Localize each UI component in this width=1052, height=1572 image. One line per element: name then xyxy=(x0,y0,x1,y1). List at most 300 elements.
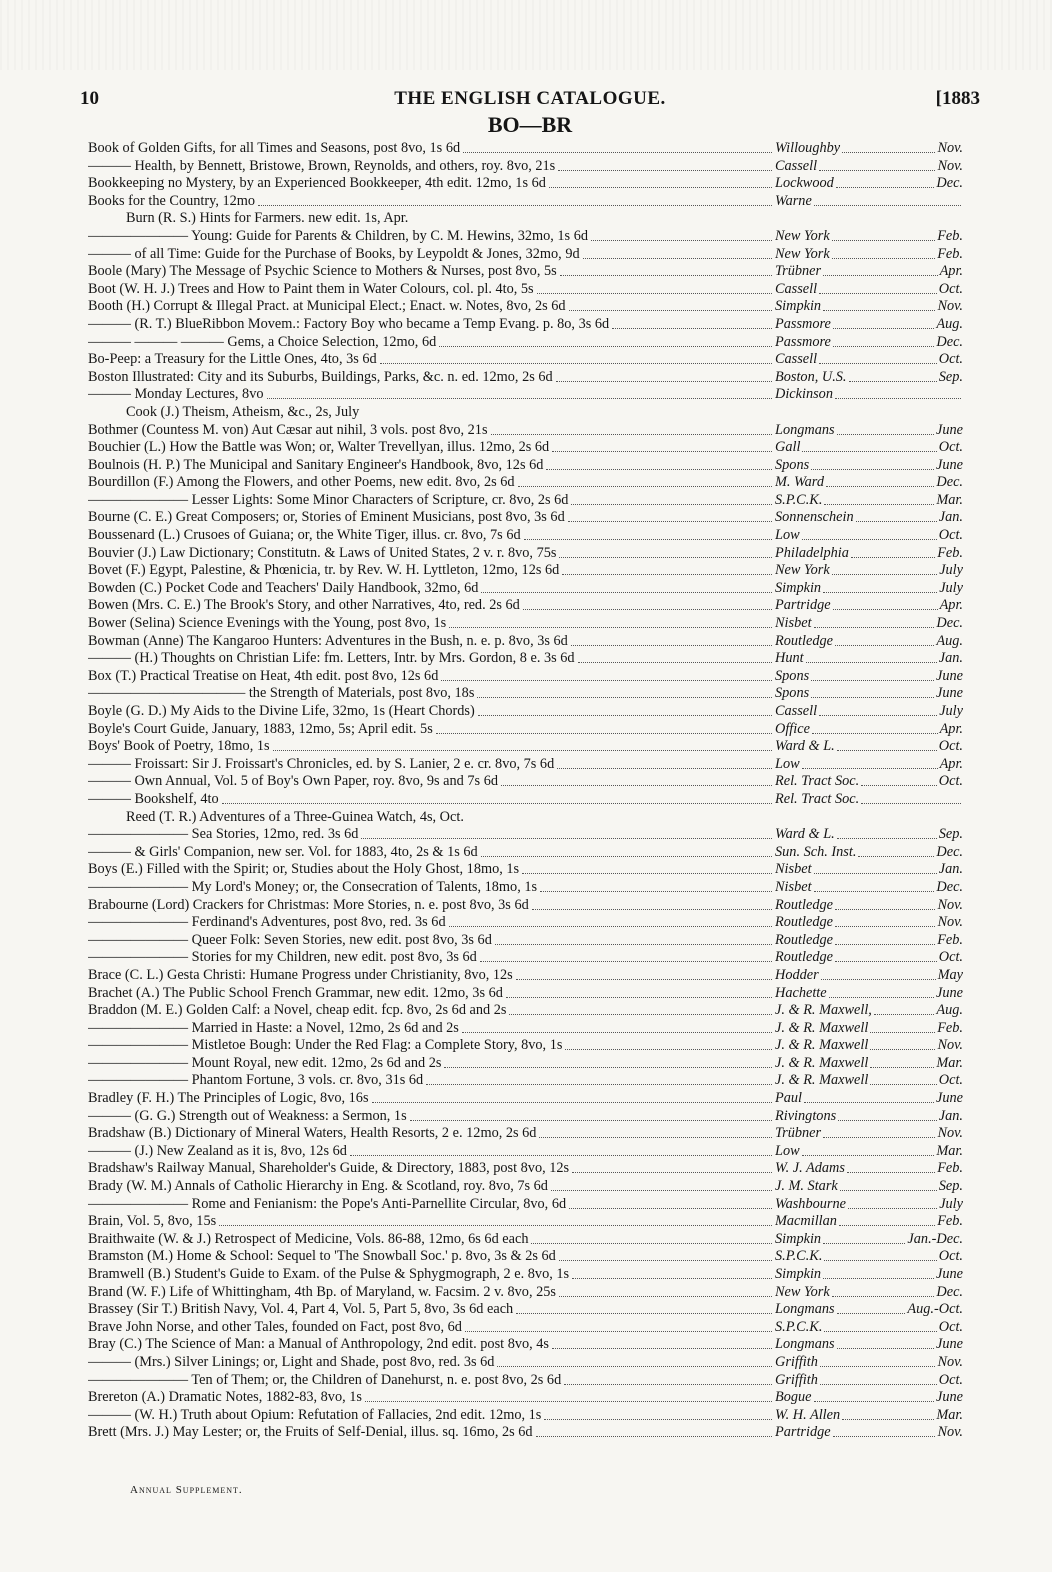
catalogue-entry xyxy=(88,1178,963,1196)
catalogue-entry xyxy=(88,791,963,809)
entry-month: Sep. xyxy=(938,368,963,385)
catalogue-entry xyxy=(88,809,963,827)
entry-publisher: Trübner xyxy=(775,263,822,280)
entry-publisher-cell xyxy=(775,668,963,686)
catalogue-entry xyxy=(88,1336,963,1354)
leader-dots xyxy=(847,1160,935,1173)
catalogue-entry xyxy=(88,1072,963,1090)
leader-dots xyxy=(802,1143,935,1156)
catalogue-entry xyxy=(88,650,963,668)
leader-dots xyxy=(838,1108,937,1121)
entry-publisher-cell xyxy=(775,281,963,299)
leader-dots xyxy=(569,1196,772,1209)
leader-dots xyxy=(481,844,772,857)
entry-month: Nov. xyxy=(937,1037,963,1054)
entry-title: ——————— Ten of Them; or, the Children of Danehurst, n. e. post 8vo, 2s 6d xyxy=(88,1371,562,1388)
entry-month: Aug. xyxy=(936,315,963,332)
entry-publisher-cell xyxy=(775,1055,963,1073)
leader-dots xyxy=(449,615,772,628)
leader-dots xyxy=(804,1090,934,1103)
entry-publisher-cell xyxy=(775,263,963,281)
entry-publisher: Low xyxy=(775,527,800,544)
entry-month: July xyxy=(939,1195,963,1212)
leader-dots xyxy=(463,140,772,153)
entry-month: Nov. xyxy=(937,1424,963,1441)
entry-publisher: Routledge xyxy=(775,914,833,931)
entry-title: Boulnois (H. P.) The Municipal and Sanitary Engineer's Handbook, 8vo, 12s 6d xyxy=(88,456,544,473)
entry-title: Bouvier (J.) Law Dictionary; Constitutn. & Laws of United States, 2 v. r. 8vo, 75s xyxy=(88,544,557,561)
entry-publisher-cell xyxy=(775,1160,963,1178)
entry-month: Dec. xyxy=(936,1283,963,1300)
entry-month: Aug. xyxy=(936,1002,963,1019)
entry-publisher: Warne xyxy=(775,192,812,209)
leader-dots xyxy=(849,369,937,382)
leader-dots xyxy=(544,1407,772,1420)
catalogue-entry xyxy=(88,193,963,211)
leader-dots xyxy=(870,1020,935,1033)
leader-dots xyxy=(612,316,772,329)
leader-dots xyxy=(848,1196,937,1209)
leader-dots xyxy=(591,228,772,241)
entry-title: Boston Illustrated: City and its Suburbs, Buildings, Parks, &c. n. ed. 12mo, 2s 6d xyxy=(88,368,553,385)
catalogue-entry xyxy=(88,1090,963,1108)
entry-publisher: J. & R. Maxwell, xyxy=(775,1002,872,1019)
leader-dots xyxy=(832,228,935,241)
entry-publisher-cell xyxy=(775,580,963,598)
entry-publisher: Trübner xyxy=(775,1125,822,1142)
leader-dots xyxy=(552,439,772,452)
leader-dots xyxy=(835,386,961,399)
entry-month: Oct. xyxy=(938,439,963,456)
entry-publisher-cell xyxy=(775,193,963,211)
leader-dots xyxy=(569,298,772,311)
entry-publisher-cell xyxy=(775,1196,963,1214)
leader-dots xyxy=(465,1319,772,1332)
catalogue-entry xyxy=(88,281,963,299)
leader-dots xyxy=(568,509,772,522)
leader-dots xyxy=(829,985,934,998)
entry-publisher-cell xyxy=(775,228,963,246)
entry-month: June xyxy=(936,1090,963,1107)
leader-dots xyxy=(372,1090,772,1103)
catalogue-entry xyxy=(88,263,963,281)
entry-title: Books for the Country, 12mo xyxy=(88,192,256,209)
year-label: [1883 xyxy=(935,88,980,109)
entry-publisher-cell xyxy=(775,492,963,510)
leader-dots xyxy=(802,756,938,769)
catalogue-entry xyxy=(88,1020,963,1038)
entry-month: Dec. xyxy=(936,175,963,192)
scan-noise xyxy=(0,0,1052,70)
entry-month: Dec. xyxy=(936,474,963,491)
entry-publisher-cell xyxy=(775,1319,963,1337)
entry-title: Bowden (C.) Pocket Code and Teachers' Daily Handbook, 32mo, 6d xyxy=(88,579,479,596)
entry-month: Jan. xyxy=(938,650,963,667)
entry-publisher-cell xyxy=(775,633,963,651)
leader-dots xyxy=(832,246,935,259)
entry-publisher-cell xyxy=(775,1213,963,1231)
entry-month: Dec. xyxy=(936,615,963,632)
leader-dots xyxy=(572,1266,772,1279)
catalogue-entry xyxy=(88,562,963,580)
leader-dots xyxy=(523,597,772,610)
entry-title: ——— (Mrs.) Silver Linings; or, Light and Shade, post 8vo, red. 3s 6d xyxy=(88,1353,495,1370)
catalogue-entry xyxy=(88,703,963,721)
entry-title: Braithwaite (W. & J.) Retrospect of Medicine, Vols. 86-88, 12mo, 6s 6d each xyxy=(88,1230,529,1247)
leader-dots xyxy=(819,158,935,171)
leader-dots xyxy=(540,879,772,892)
entry-month: Feb. xyxy=(937,227,963,244)
catalogue-entry xyxy=(88,967,963,985)
leader-dots xyxy=(811,668,934,681)
entry-publisher: Nisbet xyxy=(775,878,812,895)
entry-title: Brereton (A.) Dramatic Notes, 1882-83, 8vo, 1s xyxy=(88,1389,362,1406)
entry-title: ——————— Ferdinand's Adventures, post 8vo, red. 3s 6d xyxy=(88,914,446,931)
entry-publisher: Simpkin xyxy=(775,1266,822,1282)
leader-dots xyxy=(572,1160,772,1173)
entry-publisher-cell xyxy=(775,1002,963,1020)
entry-publisher-cell xyxy=(775,773,963,791)
entry-publisher-cell xyxy=(775,703,963,721)
entry-month: June xyxy=(936,1336,963,1353)
catalogue-entry xyxy=(88,316,963,334)
entry-title: ——— (G. G.) Strength out of Weakness: a Sermon, 1s xyxy=(88,1107,407,1124)
catalogue-entry xyxy=(88,1125,963,1143)
catalogue-entry xyxy=(88,474,963,492)
leader-dots xyxy=(426,1072,772,1085)
entry-title: Bowman (Anne) The Kangaroo Hunters: Adventures in the Bush, n. e. p. 8vo, 3s 6d xyxy=(88,632,568,649)
entry-month: July xyxy=(939,703,963,719)
entry-title: Bradshaw (B.) Dictionary of Mineral Waters, Health Resorts, 2 e. 12mo, 2s 6d xyxy=(88,1125,537,1142)
entry-publisher-cell xyxy=(775,597,963,615)
catalogue-entry xyxy=(88,1160,963,1178)
leader-dots xyxy=(811,685,934,698)
entry-title: Boyle (G. D.) My Aids to the Divine Life, 32mo, 1s (Heart Chords) xyxy=(88,703,475,719)
entry-publisher-cell xyxy=(775,932,963,950)
entry-title: Bradshaw's Railway Manual, Shareholder's Guide, & Directory, 1883, post 8vo, 12s xyxy=(88,1160,570,1177)
entry-publisher-cell xyxy=(775,738,963,756)
entry-title: ——— (H.) Thoughts on Christian Life: fm. Letters, Intr. by Mrs. Gordon, 8 e. 3s 6d xyxy=(88,650,575,667)
leader-dots xyxy=(823,580,937,593)
leader-dots xyxy=(842,1407,934,1420)
leader-dots xyxy=(439,334,772,347)
leader-dots xyxy=(835,633,934,646)
entry-month: Oct. xyxy=(938,1072,963,1089)
catalogue-entry xyxy=(88,773,963,791)
catalogue-entry xyxy=(88,580,963,598)
catalogue-entry xyxy=(88,404,963,422)
entry-title: ——— Bookshelf, 4to xyxy=(88,790,219,807)
entry-publisher-cell xyxy=(775,844,963,862)
leader-dots xyxy=(478,703,772,716)
leader-dots xyxy=(583,246,772,259)
catalogue-entry xyxy=(88,1301,963,1319)
entry-title: ——— of all Time: Guide for the Purchase of Books, by Leypoldt & Jones, 32mo, 9d xyxy=(88,245,580,262)
entry-publisher-cell xyxy=(775,1266,963,1284)
leader-dots xyxy=(861,791,961,804)
entry-publisher-cell xyxy=(775,1231,963,1249)
leader-dots xyxy=(874,1002,935,1015)
entry-publisher: Cassell xyxy=(775,703,818,719)
leader-dots xyxy=(837,1336,934,1349)
catalogue-entry xyxy=(88,1213,963,1231)
leader-dots xyxy=(833,597,938,610)
entry-title: Bourdillon (F.) Among the Flowers, and other Poems, new edit. 8vo, 2s 6d xyxy=(88,474,515,491)
entry-publisher: Partridge xyxy=(775,1424,831,1441)
catalogue-entry xyxy=(88,527,963,545)
leader-dots xyxy=(819,703,937,716)
leader-dots xyxy=(219,1213,772,1226)
leader-dots xyxy=(565,1037,772,1050)
leader-dots xyxy=(837,826,937,839)
entry-publisher: Ward & L. xyxy=(775,826,835,843)
entry-month: July xyxy=(939,579,963,596)
entry-publisher: Sonnenschein xyxy=(775,509,854,526)
entry-publisher: Rivingtons xyxy=(775,1107,837,1124)
catalogue-entry xyxy=(88,949,963,967)
entry-publisher-cell xyxy=(775,316,963,334)
leader-dots xyxy=(571,633,772,646)
leader-dots xyxy=(814,861,937,874)
catalogue-entry xyxy=(88,246,963,264)
entry-publisher: S.P.C.K. xyxy=(775,1248,823,1265)
entry-publisher: Office xyxy=(775,720,810,737)
entry-title: Boyle's Court Guide, January, 1883, 12mo, 5s; April edit. 5s xyxy=(88,720,433,737)
entry-publisher-cell xyxy=(775,158,963,176)
entry-month: June xyxy=(936,1389,963,1406)
catalogue-entry xyxy=(88,1231,963,1249)
catalogue-entry xyxy=(88,422,963,440)
entry-publisher-cell xyxy=(775,1037,963,1055)
section-heading: BO—BR xyxy=(487,112,573,137)
entry-publisher: Boston, U.S. xyxy=(775,368,847,385)
leader-dots xyxy=(273,738,772,751)
entry-publisher-cell xyxy=(775,351,963,369)
entry-month: Dec. xyxy=(936,878,963,895)
entry-publisher: Cassell xyxy=(775,351,818,368)
leader-dots xyxy=(851,545,935,558)
entry-title: Bourne (C. E.) Great Composers; or, Stories of Eminent Musicians, post 8vo, 3s 6d xyxy=(88,509,565,526)
leader-dots xyxy=(861,773,937,786)
entry-month: Oct. xyxy=(938,351,963,368)
entry-month: Apr. xyxy=(939,263,963,280)
entry-publisher: W. H. Allen xyxy=(775,1406,841,1423)
entry-publisher-cell xyxy=(775,967,963,985)
entry-month: Aug.-Oct. xyxy=(907,1301,963,1318)
leader-dots xyxy=(821,967,936,980)
leader-dots xyxy=(820,1354,936,1367)
catalogue-entry xyxy=(88,492,963,510)
entry-publisher: Passmore xyxy=(775,315,831,332)
entry-month: June xyxy=(936,1266,963,1282)
entry-publisher: Willoughby xyxy=(775,140,841,156)
entry-publisher: Longmans xyxy=(775,421,835,438)
entry-month: Oct. xyxy=(938,773,963,790)
leader-dots xyxy=(524,527,772,540)
entry-publisher: Low xyxy=(775,755,800,772)
entry-month: Oct. xyxy=(938,1371,963,1388)
entry-publisher: Routledge xyxy=(775,896,833,913)
entry-month: Nov. xyxy=(937,1125,963,1142)
entry-publisher-cell xyxy=(775,1389,963,1407)
entry-publisher: Nisbet xyxy=(775,861,812,878)
entry-title: Brassey (Sir T.) British Navy, Vol. 4, Part 4, Vol. 5, Part 5, 8vo, 3s 6d each xyxy=(88,1301,514,1318)
entry-publisher: Routledge xyxy=(775,949,833,966)
entry-title: ——— Own Annual, Vol. 5 of Boy's Own Paper, roy. 8vo, 9s and 7s 6d xyxy=(88,773,498,790)
entry-title: Bothmer (Countess M. von) Aut Cæsar aut nihil, 3 vols. post 8vo, 21s xyxy=(88,421,488,438)
leader-dots xyxy=(480,949,772,962)
entry-publisher: M. Ward xyxy=(775,474,824,491)
entry-publisher: J. & R. Maxwell xyxy=(775,1054,869,1071)
entry-publisher-cell xyxy=(775,791,963,809)
entry-publisher-cell xyxy=(775,1072,963,1090)
entry-month: Jan. xyxy=(938,1107,963,1124)
entry-month: Dec. xyxy=(936,333,963,350)
entry-publisher: Rel. Tract Soc. xyxy=(775,790,860,807)
entry-publisher: Routledge xyxy=(775,931,833,948)
entry-month: Nov. xyxy=(937,298,963,315)
entry-publisher: Passmore xyxy=(775,333,831,350)
entry-publisher: S.P.C.K. xyxy=(775,491,823,508)
entry-month: Nov. xyxy=(937,157,963,174)
entry-month: June xyxy=(936,456,963,473)
entry-month: Feb. xyxy=(937,1160,963,1177)
entry-publisher-cell xyxy=(775,879,963,897)
catalogue-entry xyxy=(88,597,963,615)
entry-month: Feb. xyxy=(937,931,963,948)
entry-publisher: J. M. Stark xyxy=(775,1178,838,1195)
entry-month: Sep. xyxy=(938,826,963,843)
leader-dots xyxy=(509,1002,772,1015)
entry-publisher-cell xyxy=(775,1372,963,1390)
leader-dots xyxy=(516,967,772,980)
catalogue-entry xyxy=(88,633,963,651)
entry-publisher: Simpkin xyxy=(775,579,822,596)
catalogue-entry xyxy=(88,1389,963,1407)
leader-dots xyxy=(506,985,772,998)
leader-dots xyxy=(840,1178,937,1191)
leader-dots xyxy=(819,351,937,364)
entry-publisher: New York xyxy=(775,227,830,244)
leader-dots xyxy=(832,1284,935,1297)
entry-title: Boys' Book of Poetry, 18mo, 1s xyxy=(88,738,270,755)
entry-title: ——————— Mount Royal, new edit. 12mo, 2s 6d and 2s xyxy=(88,1054,442,1071)
leader-dots xyxy=(835,897,935,910)
catalogue-entry xyxy=(88,210,963,228)
entry-title: ——— (W. H.) Truth about Opium: Refutation of Fallacies, 2nd edit. 12mo, 1s xyxy=(88,1406,542,1423)
leader-dots xyxy=(814,193,961,206)
leader-dots xyxy=(444,1055,772,1068)
leader-dots xyxy=(824,1319,936,1332)
leader-dots xyxy=(559,1284,772,1297)
leader-dots xyxy=(557,756,772,769)
entry-month: May xyxy=(937,966,963,983)
entry-publisher: W. J. Adams xyxy=(775,1160,845,1177)
entry-publisher: Macmillan xyxy=(775,1213,837,1230)
entry-publisher-cell xyxy=(775,914,963,932)
entry-title: Boys (E.) Filled with the Spirit; or, Studies about the Holy Ghost, 18mo, 1s xyxy=(88,861,520,878)
page-title: THE ENGLISH CATALOGUE. xyxy=(394,88,666,109)
entry-month: Mar. xyxy=(936,1142,963,1159)
entry-publisher: J. & R. Maxwell xyxy=(775,1072,869,1089)
entry-month: July xyxy=(939,562,963,579)
leader-dots xyxy=(571,492,772,505)
entry-title: Bray (C.) The Science of Man: a Manual of Anthropology, 2nd edit. post 8vo, 4s xyxy=(88,1336,549,1353)
entry-publisher: Longmans xyxy=(775,1336,835,1353)
catalogue-entry xyxy=(88,914,963,932)
leader-dots xyxy=(578,650,772,663)
catalogue-entry xyxy=(88,879,963,897)
entry-title: Brady (W. M.) Annals of Catholic Hierarchy in Eng. & Scotland, roy. 8vo, 7s 6d xyxy=(88,1178,548,1195)
entry-publisher: Spons xyxy=(775,685,810,702)
catalogue-entry xyxy=(88,721,963,739)
leader-dots xyxy=(812,721,938,734)
entry-title: ——— (R. T.) BlueRibbon Movem.: Factory Boy who became a Temp Evang. p. 8o, 3s 6d xyxy=(88,315,610,332)
catalogue-entry xyxy=(88,861,963,879)
catalogue-entry xyxy=(88,298,963,316)
entry-publisher: J. & R. Maxwell xyxy=(775,1019,869,1036)
entry-publisher-cell xyxy=(775,897,963,915)
leader-dots xyxy=(836,175,935,188)
entry-publisher-cell xyxy=(775,545,963,563)
leader-dots xyxy=(870,1072,936,1085)
leader-dots xyxy=(835,949,937,962)
catalogue-entry xyxy=(88,1284,963,1302)
entry-title: ——— ——— ——— Gems, a Choice Selection, 12mo, 6d xyxy=(88,333,437,350)
leader-dots xyxy=(837,422,934,435)
catalogue-entry xyxy=(88,1002,963,1020)
catalogue-entry xyxy=(88,1143,963,1161)
leader-dots xyxy=(361,826,772,839)
entry-publisher: Routledge xyxy=(775,632,833,649)
entry-month: June xyxy=(936,685,963,702)
catalogue-entry xyxy=(88,756,963,774)
entry-month: Feb. xyxy=(937,544,963,561)
leader-dots xyxy=(522,861,772,874)
leader-dots xyxy=(477,685,772,698)
entry-title: ——————— Phantom Fortune, 3 vols. cr. 8vo, 31s 6d xyxy=(88,1072,424,1089)
entry-month: Nov. xyxy=(937,1353,963,1370)
entry-publisher: Spons xyxy=(775,456,810,473)
leader-dots xyxy=(410,1108,772,1121)
catalogue-entry xyxy=(88,1196,963,1214)
leader-dots xyxy=(814,1389,934,1402)
catalogue-entry xyxy=(88,1319,963,1337)
entry-publisher: Paul xyxy=(775,1090,803,1107)
leader-dots xyxy=(858,844,934,857)
catalogue-entry xyxy=(88,140,963,158)
leader-dots xyxy=(559,1248,772,1261)
leader-dots xyxy=(380,351,772,364)
leader-dots xyxy=(835,914,935,927)
leader-dots xyxy=(802,527,937,540)
leader-dots xyxy=(518,474,772,487)
leader-dots xyxy=(833,1424,936,1437)
entry-publisher-cell xyxy=(775,1354,963,1372)
leader-dots xyxy=(832,562,937,575)
entry-title: Brabourne (Lord) Crackers for Christmas: More Stories, n. e. post 8vo, 3s 6d xyxy=(88,896,529,913)
entry-publisher: Partridge xyxy=(775,597,831,614)
leader-dots xyxy=(870,1037,935,1050)
entry-publisher: Cassell xyxy=(775,280,818,297)
leader-dots xyxy=(824,1248,936,1261)
entry-title: Bramwell (B.) Student's Guide to Exam. of the Pulse & Sphygmograph, 2 e. 8vo, 1s xyxy=(88,1266,570,1282)
entry-title: Bovet (F.) Egypt, Palestine, & Phœnicia, tr. by Rev. W. H. Lyttleton, 12mo, 12s 6d xyxy=(88,562,560,579)
leader-dots xyxy=(495,932,772,945)
entry-publisher: Griffith xyxy=(775,1353,818,1370)
entry-title: Bouchier (L.) How the Battle was Won; or, Walter Trevellyan, illus. 12mo, 2s 6d xyxy=(88,439,550,456)
entry-publisher-cell xyxy=(775,861,963,879)
